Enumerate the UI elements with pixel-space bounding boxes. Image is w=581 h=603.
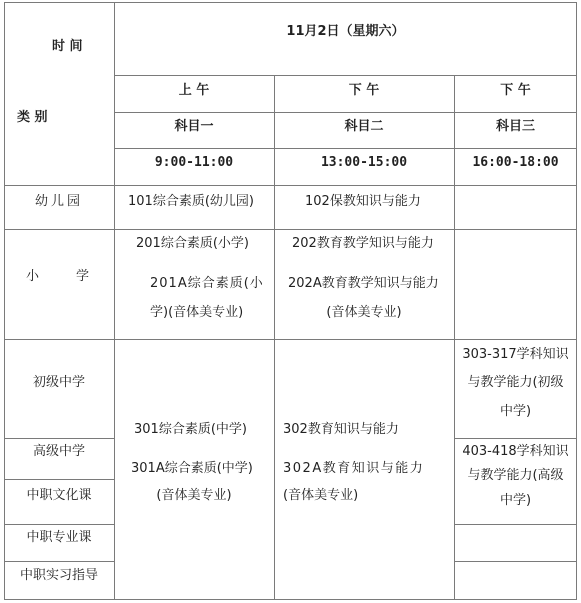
secondary-subject-2-a: 302教育知识与能力 <box>283 422 399 437</box>
row-label-junior: 初级中学 <box>32 375 85 390</box>
session-morning: 上 午 <box>178 83 210 98</box>
row-label-voc-culture: 中职文化课 <box>26 488 92 503</box>
row-label-senior: 高级中学 <box>32 444 85 459</box>
time-label: 时 间 <box>52 39 83 54</box>
row-label-voc-major: 中职专业课 <box>26 530 92 545</box>
rule-voc-major-s3 <box>454 561 577 562</box>
primary-subject-2-c: (音体美专业) <box>326 305 402 320</box>
rule-junior-s3 <box>454 438 577 439</box>
primary-subject-1-a: 201综合素质(小学) <box>136 236 249 251</box>
row-label-kindergarten: 幼儿园 <box>34 194 83 209</box>
time-slot-3: 16:00-18:00 <box>472 155 559 170</box>
row-label-primary-b: 学 <box>76 269 90 284</box>
primary-subject-1-c: 学)(音体美专业) <box>150 305 244 320</box>
rule-voc-culture <box>4 524 114 525</box>
time-slot-2: 13:00-15:00 <box>320 155 408 170</box>
border-top <box>4 2 577 3</box>
kindergarten-subject-1: 101综合素质(幼儿园) <box>128 194 254 209</box>
senior-subject-3-a: 403-418学科知识 <box>462 444 569 459</box>
row-label-voc-practice: 中职实习指导 <box>19 568 98 583</box>
primary-subject-2-a: 202教育教学知识与能力 <box>292 236 434 251</box>
date-title: 11月2日（星期六） <box>286 24 405 39</box>
rule-header-bottom <box>4 185 577 186</box>
rule-col-1-2-lower <box>274 339 275 600</box>
border-bottom <box>4 599 577 600</box>
row-label-primary-a: 小 <box>26 269 40 284</box>
subject-2: 科目二 <box>344 119 384 134</box>
rule-col-1-2-upper <box>274 75 275 339</box>
border-left <box>4 2 5 600</box>
rule-senior <box>4 479 114 480</box>
rule-senior-s3 <box>454 524 577 525</box>
secondary-subject-1-b: 301A综合素质(中学) <box>131 461 253 476</box>
primary-subject-1-b: 201A综合素质(小 <box>150 276 264 291</box>
secondary-subject-1-c: (音体美专业) <box>156 488 232 503</box>
time-slot-1: 9:00-11:00 <box>154 155 234 170</box>
kindergarten-subject-2: 102保教知识与能力 <box>305 194 421 209</box>
junior-subject-3-b: 与教学能力(初级 <box>467 375 564 390</box>
senior-subject-3-c: 中学) <box>499 493 532 508</box>
secondary-subject-1-a: 301综合素质(中学) <box>134 422 247 437</box>
primary-subject-2-b: 202A教育教学知识与能力 <box>288 276 439 291</box>
secondary-subject-2-b: 302A教育知识与能力 <box>283 461 425 476</box>
senior-subject-3-b: 与教学能力(高级 <box>467 468 564 483</box>
rule-junior <box>4 438 114 439</box>
rule-kindergarten <box>4 229 577 230</box>
subject-3: 科目三 <box>495 119 535 134</box>
rule-session <box>114 112 577 113</box>
rule-primary <box>4 339 577 340</box>
rule-voc-major <box>4 561 114 562</box>
secondary-subject-2-c: (音体美专业) <box>283 488 359 503</box>
session-afternoon-2: 下 午 <box>500 83 531 98</box>
junior-subject-3-a: 303-317学科知识 <box>462 347 569 362</box>
subject-1: 科目一 <box>174 119 214 134</box>
junior-subject-3-c: 中学) <box>499 404 532 419</box>
rule-date <box>114 75 577 76</box>
category-label: 类 别 <box>17 110 48 125</box>
rule-subject <box>114 148 577 149</box>
session-afternoon-1: 下 午 <box>348 83 380 98</box>
